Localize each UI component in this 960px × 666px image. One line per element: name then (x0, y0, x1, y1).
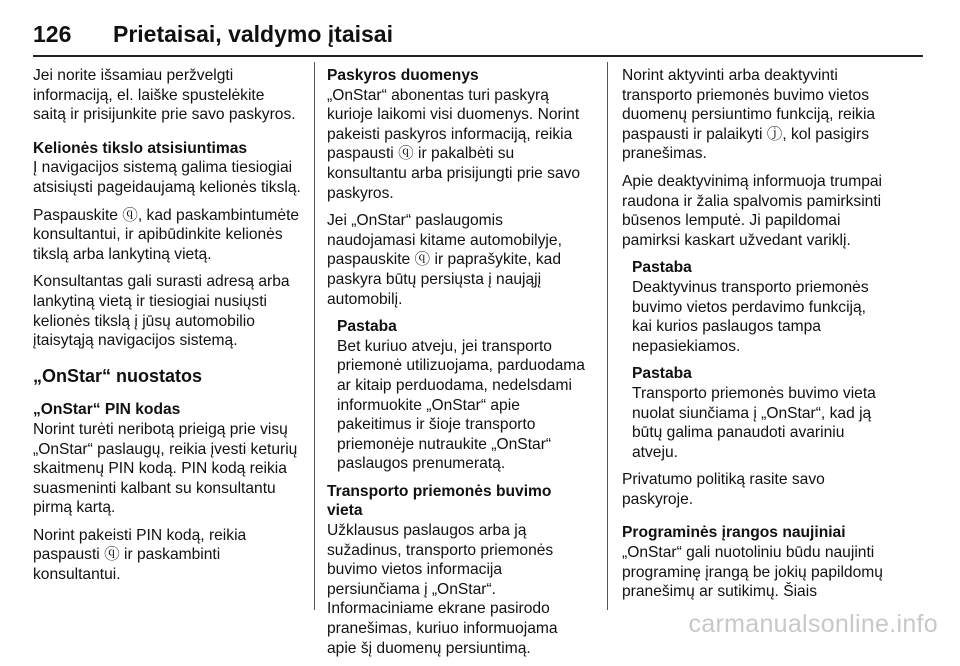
note-text: Bet kuriuo atveju, jei transporto priemonė utilizuojama, parduodama ar kitaip perduodama, nedelsdami informuokite „OnStar“ apie pakeitimus ir šioje transporto priemonėje nutraukite „OnStar“ paslaugos prenumeratą. (337, 337, 585, 473)
account-paragraph-1: „OnStar“ abonentas turi paskyrą kurioje laikomi visi duomenys. Norint pakeisti paskyros informaciją, reikia paspausti ⓠ ir pakalbėti su konsultantu arba prisijungti prie savo paskyros. (327, 86, 581, 202)
download-paragraph-3: Konsultantas gali surasti adresą arba lankytiną vietą ir tiesiogiai nusiųsti kelionės tikslą į jūsų automobilio įtaisytąją navigacijos sistemą. (33, 273, 290, 350)
page-number: 126 (33, 21, 72, 47)
account-paragraph-2: Jei „OnStar“ paslaugomis naudojamasi kitame automobilyje, paspauskite ⓠ ir paprašykite, kad paskyra būtų persiųsta į naująjį automobilį. (327, 212, 562, 308)
note-text-2: Transporto priemonės buvimo vieta nuolat siunčiama į „OnStar“, kad ją būtų galima panaudoti avariniu atveju. (632, 384, 876, 461)
col3-paragraph-3: Privatumo politiką rasite savo paskyroje. (622, 471, 825, 508)
download-paragraph-2: Paspauskite ⓠ, kad paskambintumėte konsultantui, ir apibūdinkite kelionės tikslą arba lankytiną vietą. (33, 206, 300, 263)
note-box-1 (622, 258, 888, 356)
download-heading: Kelionės tikslo atsisiuntimas (33, 139, 248, 157)
intro-paragraph: Jei norite išsamiau peržvelgti informaciją, el. laiške spustelėkite saitą ir prisijunkite prie savo paskyros. (33, 67, 296, 124)
note-box (327, 317, 589, 474)
location-heading: Transporto priemonės buvimo vieta (327, 482, 552, 520)
column-3 (622, 66, 888, 610)
column-2 (327, 66, 589, 666)
software-heading: Programinės įrangos naujiniai (622, 524, 846, 542)
note-label: Pastaba (337, 318, 397, 336)
account-heading: Paskyros duomenys (327, 67, 479, 84)
pin-heading: „OnStar“ PIN kodas (33, 401, 181, 419)
note-label-1: Pastaba (632, 259, 692, 277)
col3-paragraph-1: Norint aktyvinti arba deaktyvinti transporto priemonės buvimo vietos duomenų persiuntimo funkciją, reikia paspausti ir palaikyti ⓙ, kol pasigirs pranešimas. (622, 67, 876, 163)
download-paragraph-1: Į navigacijos sistemą galima tiesiogiai atsisiųsti pageidaujamą kelionės tikslą. (33, 159, 301, 196)
note-label-2: Pastaba (632, 365, 692, 383)
page-header (33, 21, 923, 57)
note-box-2 (622, 364, 888, 462)
col3-paragraph-2: Apie deaktyvinimą informuoja trumpai raudona ir žalia spalvomis pamirksinti būsenos lemputė. Ji papildomai pamirksi kaskart užvedant variklį. (622, 172, 883, 249)
column-1 (33, 66, 301, 593)
location-paragraph-1: Užklausus paslaugos arba ją sužadinus, transporto priemonės buvimo vietos informacija persiunčiama į „OnStar“. Informaciniame ekrane pasirodo pranešimas, kuriuo informuojama apie šį duomenų persiuntimą. (327, 522, 558, 657)
watermark: carmanualsonline.info (688, 610, 938, 638)
settings-section-title: „OnStar“ nuostatos (33, 365, 203, 386)
column-divider-1 (314, 62, 315, 610)
pin-paragraph-2: Norint pakeisti PIN kodą, reikia paspausti ⓠ ir paskambinti konsultantui. (33, 526, 247, 584)
software-paragraph-1: „OnStar“ gali nuotoliniu būdu naujinti programinę įrangą be jokių papildomų pranešimų ar sutikimų. Šiais (622, 544, 883, 601)
column-divider-2 (607, 62, 608, 610)
pin-paragraph-1: Norint turėti neribotą prieigą prie visų „OnStar“ paslaugų, reikia įvesti keturių skaitmenų PIN kodą. PIN kodą reikia suasmeninti kalbant su konsultantu pirmą kartą. (33, 420, 298, 517)
note-text-1: Deaktyvinus transporto priemonės buvimo vietos perdavimo funkciją, kai kurios paslaugos tampa nepasiekiamos. (632, 278, 869, 355)
page-title: Prietaisai, valdymo įtaisai (113, 21, 393, 47)
